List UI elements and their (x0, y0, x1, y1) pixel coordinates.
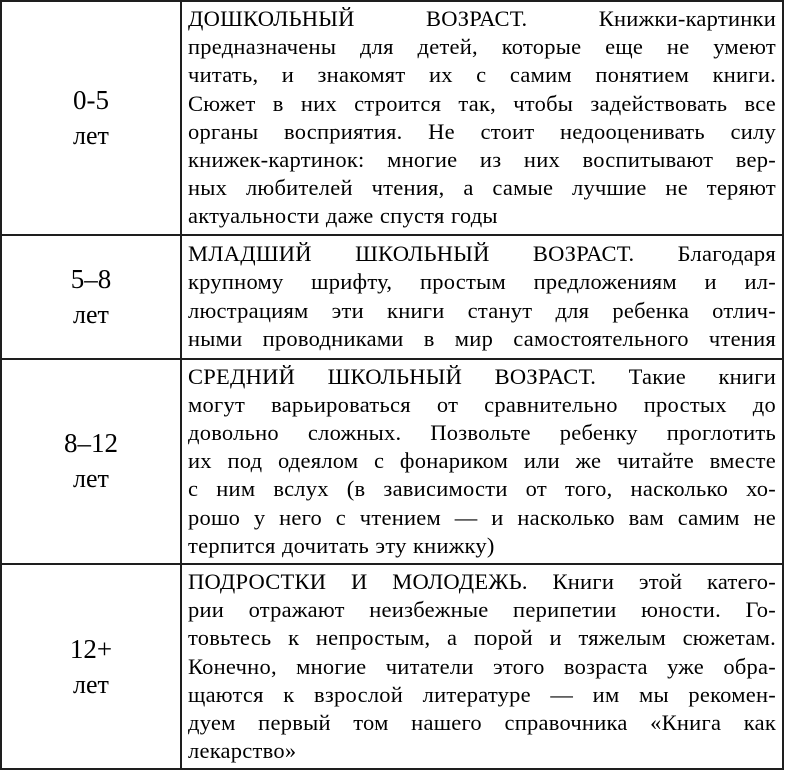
description-line: предназначены для детей, которые еще не умеют (188, 34, 776, 60)
age-unit: лет (73, 299, 109, 329)
age-cell (1, 564, 181, 769)
description-line: их под одеялом с фонариком или же читайте вместе (188, 448, 776, 474)
description-line: актуальности даже спустя годы (188, 203, 498, 229)
description-line: Конечно, многие читатели этого возраста уже обра- (188, 653, 776, 679)
description-cell (181, 235, 783, 359)
age-range: 5–8 (70, 263, 112, 294)
table-row (1, 1, 783, 235)
age-unit: лет (73, 669, 109, 699)
description-line: читать, и знакомят их с самим понятием книги. (188, 62, 776, 88)
description-line: ными проводниками в мир самостоятельного чтения (188, 325, 776, 351)
description-line: ных любителей чтения, а самые лучшие не теряют (188, 175, 776, 201)
age-cell (1, 359, 181, 564)
description-cell (181, 1, 783, 235)
description-line: терпится дочитать эту книжку) (188, 532, 495, 558)
age-cell (1, 235, 181, 359)
description-line: рии отражают неизбежные перипетии юности. Го- (188, 597, 776, 623)
table-row (1, 564, 783, 769)
description-line: книжек-картинок: многие из них воспитывают вер- (188, 147, 776, 173)
description-line: с ним вслух (в зависимости от того, насколько хо- (188, 476, 776, 502)
description-line: рошо у него с чтением — и насколько вам самим не (188, 504, 776, 530)
age-range: 8–12 (64, 428, 118, 459)
description-line: довольно сложных. Позвольте ребенку проглотить (188, 420, 776, 446)
description-line: дуем первый том нашего справочника «Книга как (188, 710, 776, 736)
age-range: 12+ (69, 633, 113, 664)
description-line: товьтесь к непростым, а порой и тяжелым сюжетам. (188, 625, 776, 651)
description-line: ПОДРОСТКИ И МОЛОДЕЖЬ. Книги этой катего- (188, 569, 776, 595)
age-unit: лет (73, 120, 109, 150)
description-line: крупному шрифту, простым предложениям и ил- (188, 269, 776, 295)
description-line: лекарство» (188, 738, 297, 764)
description-line: щаются к взрослой литературе — им мы рекомен- (188, 681, 776, 707)
description-cell (181, 564, 783, 769)
age-cell (1, 1, 181, 235)
description-cell (181, 359, 783, 564)
age-range: 0-5 (73, 84, 109, 115)
description-line: люстрациям эти книги станут для ребенка отлич- (188, 297, 776, 323)
description-line: ДОШКОЛЬНЫЙ ВОЗРАСТ. Книжки-картинки (188, 6, 776, 31)
age-unit: лет (73, 464, 109, 494)
table-row (1, 359, 783, 564)
description-line: Сюжет в них строится так, чтобы задействовать все (188, 90, 776, 116)
description-line: органы восприятия. Не стоит недооценивать силу (188, 118, 776, 144)
description-line: могут варьироваться от сравнительно простых до (188, 391, 776, 417)
description-line: СРЕДНИЙ ШКОЛЬНЫЙ ВОЗРАСТ. Такие книги (188, 363, 776, 389)
table-row (1, 235, 783, 359)
description-line: МЛАДШИЙ ШКОЛЬНЫЙ ВОЗРАСТ. Благодаря (188, 241, 776, 267)
